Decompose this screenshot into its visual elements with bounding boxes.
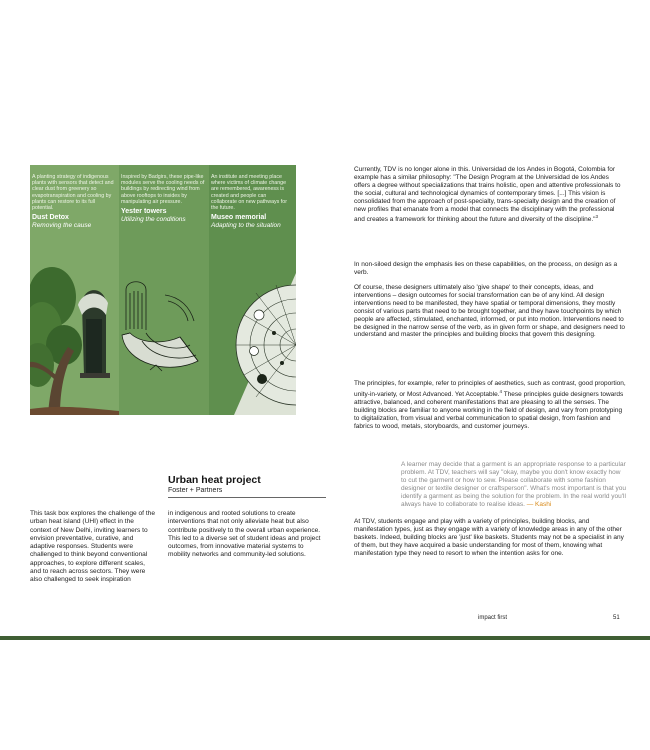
hero-artwork [30,165,296,415]
paragraph-non-siloed: In non-siloed design the emphasis lies on these capabilities, on the process, on design as a verb. [354,261,618,276]
body-text-column-2: in indigenous and rooted solutions to create interventions that not only alleviate heat but also contribute positively to the overall urban experience. This led to a diverse set of student ideas and project outcomes, from innovative material systems to mobility networks and community-led solutions. [168,510,321,559]
panel-caption-text: Inspired by Badgirs, these pipe-like modules serve the cooling needs of buildings by redirecting wind from above rooftops to insides by manipulating air pressure. [121,174,205,205]
panel-subtitle: Adapting to the situation [211,222,281,230]
panel-subtitle: Removing the cause [32,222,92,230]
panel-caption-text: A planting strategy of indigenous plants with sensors that detect and clear dust from greenery so evapotranspiration and cooling by plants can restore to its full potential. [32,174,114,212]
bottom-color-band [0,636,650,640]
paragraph-text-continued: These principles guide designers towards attractive, balanced, and coherent manifestations that are pleasing to all the senses. The building blocks are familiar to anyone working in the field of design, and vary from prototyping to digitalization, from visual and verbal communication to spatial design, from fashion and fabrics to wood, metals, storyboards, and customer journeys. [354,391,624,430]
paragraph-text: Currently, TDV is no longer alone in this. Universidad de los Andes in Bogotá, Colombia for example has a similar philosophy: "The Design Program at the Universidad de los Andes offers a degree without specializations that trains holistic, open and attentive professionals to the social, cultural and technological dynamics of contemporary times. [...] This vision is consolidated from the approach of post-specialty, trans-specialty design and the creation of new profiles that emanate from a model that connects the disciplinary with the professional and creates a framework for thinking about the future and diversity of the discipline." [354,166,621,224]
paragraph-tdv-students: At TDV, students engage and play with a variety of principles, building blocks, and manifestation types, just as they engage with a variety of knowledge areas in any of the other baskets. Indeed, building blocks are 'just' like baskets. Students may not be a specialist in any of them, but they have acquired a basic understanding for most of them, knowing what manifestation type they need to resort to when the intention asks for one. [354,518,624,557]
panel-title: Dust Detox [32,214,69,222]
footer-section-name: impact first [478,615,508,621]
footnote-ref: 3 [595,214,599,220]
wind-tower-graphic [122,282,198,371]
panel-caption-text: An institute and meeting place where victims of climate change are remembered, awareness is created and people can collaborate on new pathways for the future. [211,174,287,212]
memorial-plan-graphic [234,273,296,415]
footnote-ref: 4 [499,388,503,394]
paragraph-universidad [354,166,626,225]
panel-title: Museo memorial [211,214,267,222]
panel-subtitle: Utilizing the conditions [121,216,186,224]
paragraph-give-shape: Of course, these designers ultimately also 'give shape' to their concepts, ideas, and interventions – design outcomes for social transformation can be of any kind. All design interventions need to be manifested, they have spatial or temporal dimensions, they mostly consist of various parts that need to be brought together, and they have touchpoints by which people are affected, stimulated, enchanted, informed, or put into motion. Interventions need to be designed in the narrow sense of the verb, as in given form or shape, and designers need to understand and master the principles and building blocks that govern this designing. [354,284,626,339]
pull-quote [401,461,626,508]
body-text-column-1: This task box explores the challenge of the urban heat island (UHI) effect in the context of New Delhi, inviting learners to envision preventative, curative, and adaptive responses. Students were challenged to think beyond conventional approaches, to explore different scales, and to reach across sectors. They were also challenged to seek inspiration [30,510,155,584]
panel-title: Yester towers [121,208,167,216]
project-subtitle: Foster + Partners [168,487,223,494]
page-number: 51 [613,615,620,621]
quote-attribution: — Kashi [526,500,552,508]
quote-text: A learner may decide that a garment is an appropriate response to a particular problem. At TDV, teachers will say "okay, maybe you don't know exactly how to cut the garment or how to sew. Please collaborate with some fashion designer or textile designer or craftsperson". What's most important is that you identify a garment as being the solution for the problem. In the real world you'll always have to collaborate to realise ideas. [401,461,627,508]
sensor-pole-graphic [78,290,110,378]
divider [168,497,326,498]
project-title: Urban heat project [168,474,261,486]
hero-illustration [30,165,296,415]
paragraph-text: The principles, for example, refer to principles of aesthetics, such as contrast, good proportion, unity-in-variety, or Most Advanced. Yet Acceptable. [354,380,626,399]
paragraph-principles [354,380,626,431]
